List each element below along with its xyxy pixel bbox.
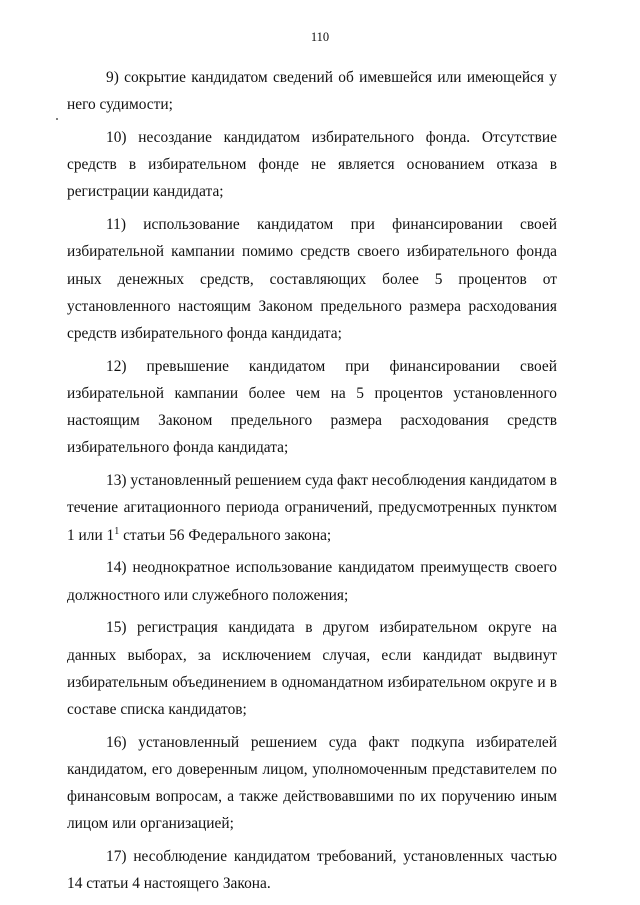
paragraph-item-13-tail: статьи 56 Федерального закона; [119, 526, 332, 544]
superscript-index: 1 [114, 525, 120, 537]
paragraph-item-17: 17) несоблюдение кандидатом требований, установленных частью 14 статьи 4 настоящего Закона. [67, 848, 557, 893]
page-number: 110 [310, 30, 330, 44]
scan-speck [56, 118, 58, 120]
paragraph-item-16: 16) установленный решением суда факт подкупа избирателей кандидатом, его доверенным лицом, уполномоченным представителем по финансовым вопросам, а также действовавшими по их поручению иным лицом или организацией; [67, 733, 557, 833]
paragraph-item-10: 10) несоздание кандидатом избирательного фонда. Отсутствие средств в избирательном фонде не является основанием отказа в регистрации кандидата; [67, 129, 557, 201]
paragraph-item-13 [67, 467, 557, 549]
paragraph-item-14: 14) неоднократное использование кандидатом преимуществ своего должностного или служебного положения; [67, 559, 557, 604]
paragraph-item-12: 12) превышение кандидатом при финансировании своей избирательной кампании более чем на 5 процентов установленного настоящим Законом предельного размера расходования средств избирательного фонда кандидата; [67, 357, 557, 457]
paragraph-item-11: 11) использование кандидатом при финансировании своей избирательной кампании помимо средств своего избирательного фонда иных денежных средств, составляющих более 5 процентов от установленного настоящим Законом предельного размера расходования средств избирательного фонда кандидата; [67, 216, 557, 343]
paragraph-item-15: 15) регистрация кандидата в другом избирательном округе на данных выборах, за исключением случая, если кандидат выдвинут избирательным объединением в одномандатном избирательном округе и в составе списка кандидатов; [67, 619, 557, 719]
paragraph-item-9: 9) сокрытие кандидатом сведений об имевшейся или имеющейся у него судимости; [67, 69, 557, 114]
paragraph-item-13-text: 13) установленный решением суда факт несоблюдения кандидатом в течение агитационного периода ограничений, предусмотренных пунктом 1 или 1 [67, 472, 557, 544]
document-body [67, 64, 557, 903]
